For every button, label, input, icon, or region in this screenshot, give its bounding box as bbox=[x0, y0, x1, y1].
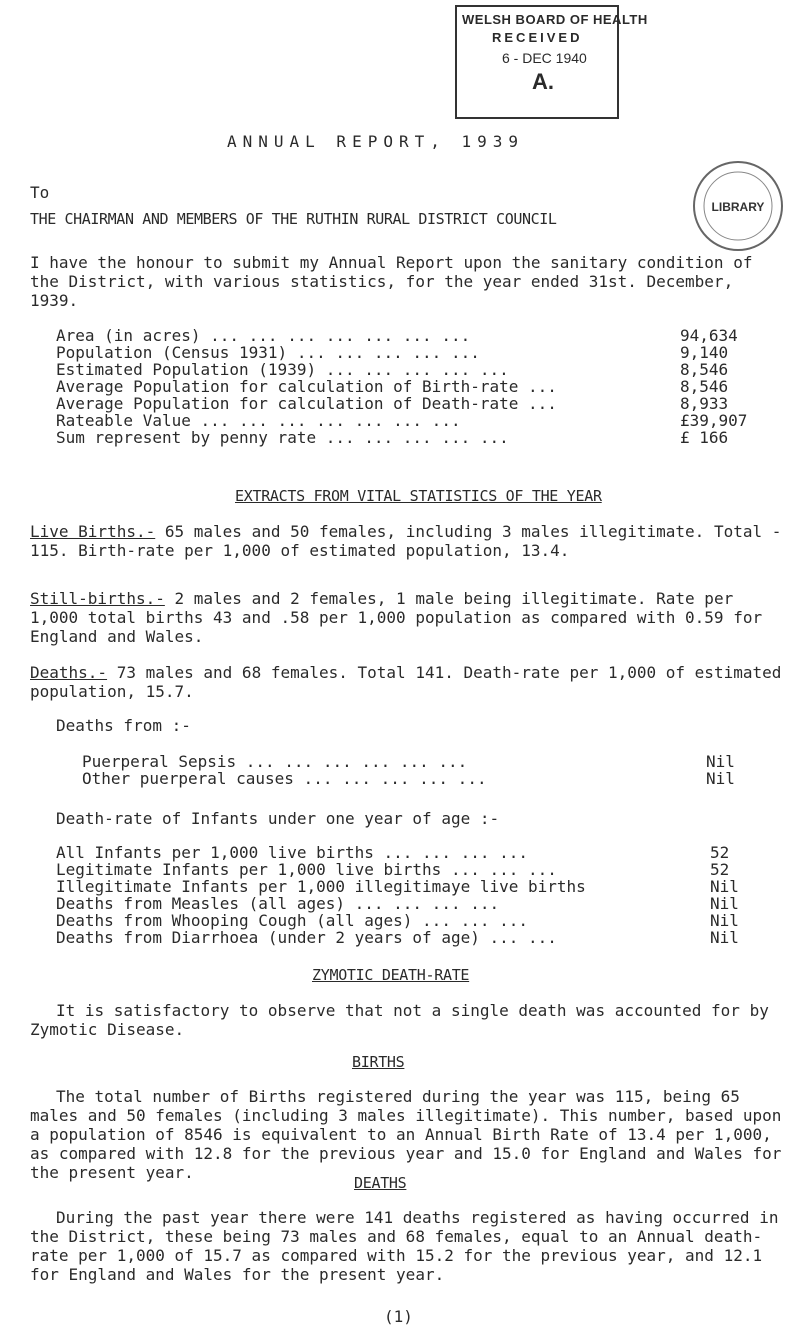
infant-stat-value: Nil bbox=[710, 911, 739, 930]
deaths-from-label: Deaths from :- bbox=[56, 716, 191, 735]
stat-label: Area (in acres) ... ... ... ... ... ... ... bbox=[56, 326, 471, 345]
infant-stat-label: Illegitimate Infants per 1,000 illegitimaye live births bbox=[56, 877, 586, 896]
puerperal-row bbox=[82, 769, 735, 788]
stat-value: 94,634 bbox=[680, 326, 738, 345]
stat-label: Average Population for calculation of Death-rate ... bbox=[56, 394, 557, 413]
puerperal-value: Nil bbox=[706, 752, 735, 771]
library-stamp bbox=[690, 158, 786, 254]
deaths-paragraph bbox=[30, 663, 785, 701]
stat-value: £39,907 bbox=[680, 411, 748, 430]
live-births-text: 65 males and 50 females, including 3 males illegitimate. Total - 115. Birth-rate per 1,000 of estimated population, 13.4. bbox=[30, 522, 782, 560]
stat-label: Population (Census 1931) ... ... ... ... ... bbox=[56, 343, 480, 362]
infant-stat-value: Nil bbox=[710, 928, 739, 947]
intro-paragraph: I have the honour to submit my Annual Report upon the sanitary condition of the District, with various statistics, for the year ended 31st. December, 1939. bbox=[30, 253, 753, 310]
page-number: (1) bbox=[384, 1307, 413, 1326]
stat-value: £ 166 bbox=[680, 428, 729, 447]
stamp-received: RECEIVED bbox=[492, 30, 583, 45]
stat-value: 9,140 bbox=[680, 343, 729, 362]
infant-stat-value: 52 bbox=[710, 843, 730, 862]
births-paragraph: The total number of Births registered during the year was 115, being 65 males and 50 females (including 3 males illegitimate). This number, based upon a population of 8546 is equivalent to an Annual Birth Rate of 13.4 per 1,000, as compared with 12.8 for the previous year and 15.0 for England and Wales for the present year. bbox=[30, 1087, 782, 1182]
stat-row bbox=[56, 428, 729, 447]
still-births-text: 2 males and 2 females, 1 male being illegitimate. Rate per 1,000 total births 43 and .58 per 1,000 population as compared with 0.59 for England and Wales. bbox=[30, 589, 763, 646]
infant-stat-label: Deaths from Whooping Cough (all ages) ... ... ... bbox=[56, 911, 529, 930]
to-label: To bbox=[30, 183, 50, 202]
infant-stat-label: Deaths from Diarrhoea (under 2 years of age) ... ... bbox=[56, 928, 557, 947]
still-births-label: Still-births.- bbox=[30, 589, 165, 608]
stat-label: Average Population for calculation of Birth-rate ... bbox=[56, 377, 557, 396]
puerperal-label: Other puerperal causes ... ... ... ... ... bbox=[82, 769, 487, 788]
infant-stat-label: Deaths from Measles (all ages) ... ... ... ... bbox=[56, 894, 500, 913]
stat-label: Rateable Value ... ... ... ... ... ... ... bbox=[56, 411, 461, 430]
infant-stat-row bbox=[56, 928, 739, 947]
stamp-board-name: WELSH BOARD OF HEALTH bbox=[462, 12, 648, 27]
stat-value: 8,546 bbox=[680, 377, 729, 396]
stamp-date: 6 - DEC 1940 bbox=[502, 50, 587, 66]
infant-stat-value: Nil bbox=[710, 877, 739, 896]
live-births-label: Live Births.- bbox=[30, 522, 156, 541]
infant-stat-value: 52 bbox=[710, 860, 730, 879]
report-title: ANNUAL REPORT, 1939 bbox=[227, 132, 525, 151]
extracts-heading: EXTRACTS FROM VITAL STATISTICS OF THE YEAR bbox=[235, 487, 602, 505]
stamp-initial: A. bbox=[532, 69, 554, 94]
zymotic-paragraph: It is satisfactory to observe that not a single death was accounted for by Zymotic Disease. bbox=[30, 1001, 769, 1039]
stat-value: 8,933 bbox=[680, 394, 729, 413]
svg-text:LIBRARY: LIBRARY bbox=[711, 200, 765, 214]
deaths-label: Deaths.- bbox=[30, 663, 108, 682]
puerperal-label: Puerperal Sepsis ... ... ... ... ... ... bbox=[82, 752, 468, 771]
deaths-heading: DEATHS bbox=[354, 1174, 407, 1192]
live-births-paragraph bbox=[30, 522, 785, 560]
infant-stat-label: Legitimate Infants per 1,000 live births ... ... ... bbox=[56, 860, 557, 879]
stat-label: Sum represent by penny rate ... ... ... ... ... bbox=[56, 428, 509, 447]
addressee: THE CHAIRMAN AND MEMBERS OF THE RUTHIN RURAL DISTRICT COUNCIL bbox=[30, 210, 557, 228]
zymotic-heading: ZYMOTIC DEATH-RATE bbox=[312, 966, 470, 984]
deaths-text: 73 males and 68 females. Total 141. Death-rate per 1,000 of estimated population, 15.7. bbox=[30, 663, 782, 701]
stat-label: Estimated Population (1939) ... ... ... ... ... bbox=[56, 360, 509, 379]
deaths-summary-paragraph: During the past year there were 141 deaths registered as having occurred in the District, these being 73 males and 68 females, equal to an Annual death-rate per 1,000 of 15.7 as compared with 15.2 for the previous year, and 12.1 for England and Wales for the present year. bbox=[30, 1208, 779, 1284]
births-heading: BIRTHS bbox=[352, 1053, 405, 1071]
infant-stat-label: All Infants per 1,000 live births ... ... ... ... bbox=[56, 843, 529, 862]
infant-intro: Death-rate of Infants under one year of age :- bbox=[56, 809, 500, 828]
infant-stat-value: Nil bbox=[710, 894, 739, 913]
still-births-paragraph bbox=[30, 589, 785, 646]
puerperal-value: Nil bbox=[706, 769, 735, 788]
stat-value: 8,546 bbox=[680, 360, 729, 379]
